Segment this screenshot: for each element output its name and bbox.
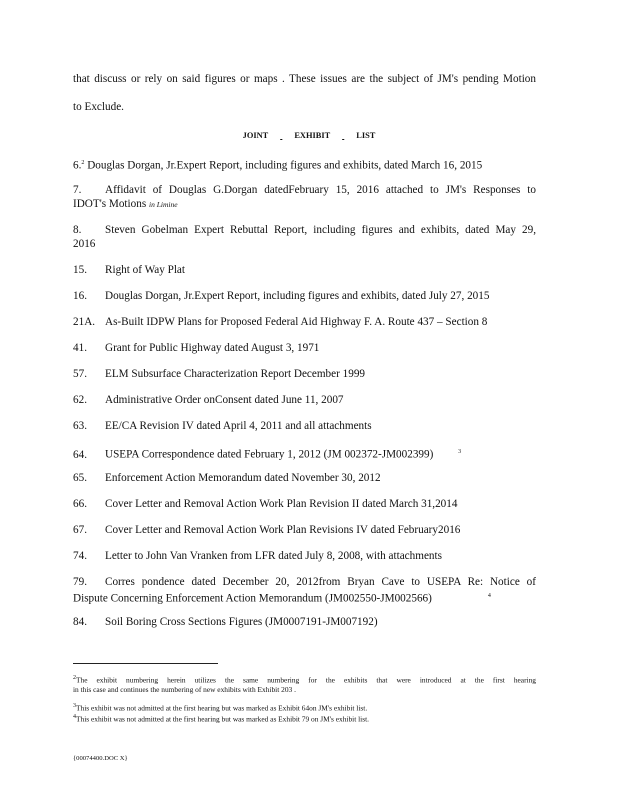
entry-number: 21A.: [73, 316, 96, 328]
exhibit-entry-7: [73, 183, 536, 212]
entry-text-line-2: Dispute Concerning Enforcement Action Memorandum (JM002550-JM002566): [73, 592, 432, 605]
intro-line-2: to Exclude.: [73, 101, 124, 113]
entry-text: Douglas Dorgan, Jr.Expert Report, including figures and exhibits, dated July 27, 2015: [105, 290, 490, 302]
entry-text: As-Built IDPW Plans for Proposed Federal Aid Highway F. A. Route 437 – Section 8: [105, 316, 488, 328]
entry-number: 67.: [73, 524, 87, 536]
exhibit-entry-6: [73, 156, 536, 173]
exhibit-entry-84: [73, 615, 536, 629]
entry-text-line-2: IDOT's Motions: [73, 198, 147, 210]
entry-text: Steven Gobelman Expert Rebuttal Report, including figures and exhibits, dated May 29,: [105, 224, 536, 236]
footnote-ref: 4: [487, 593, 491, 599]
exhibit-entry-66: [73, 497, 536, 511]
entry-number: 79.: [73, 576, 87, 588]
exhibit-entry-16: [73, 289, 536, 303]
entry-text: Affidavit of Douglas G.Dorgan datedFebruary 15, 2016 attached to JM's Responses to: [105, 184, 536, 196]
entry-italic: in Limine: [148, 200, 178, 209]
exhibit-entry-63: [73, 419, 536, 433]
entry-text: USEPA Correspondence dated February 1, 2012 (JM 002372-JM002399): [105, 448, 434, 461]
entry-text: Corres pondence dated December 20, 2012from Bryan Cave to USEPA Re: Notice of: [105, 576, 536, 588]
heading-word-3: LIST: [356, 131, 376, 140]
footnote-ref: 3: [458, 449, 462, 455]
entry-number: 6.: [73, 159, 82, 172]
footnote-mark: 3: [73, 703, 76, 709]
exhibit-entry-74: [73, 549, 536, 563]
entry-text: Administrative Order onConsent dated June 11, 2007: [105, 394, 344, 406]
entry-number: 84.: [73, 616, 87, 628]
entry-number: 62.: [73, 394, 87, 406]
entry-number: 65.: [73, 472, 87, 484]
exhibit-entry-15: [73, 263, 536, 277]
entry-text: Douglas Dorgan, Jr.Expert Report, including figures and exhibits, dated March 16, 2015: [87, 159, 483, 172]
exhibit-entry-57: [73, 367, 536, 381]
entry-text: EE/CA Revision IV dated April 4, 2011 and all attachments: [105, 420, 372, 432]
heading-word-1: JOINT: [242, 131, 269, 140]
footnote-2: [73, 673, 536, 695]
entry-number: 64.: [73, 448, 87, 461]
exhibit-entry-79: [73, 575, 536, 606]
entry-number: 66.: [73, 498, 87, 510]
joint-exhibit-list-heading: [0, 131, 618, 140]
exhibit-entry-62: [73, 393, 536, 407]
exhibit-entry-21a: [73, 315, 536, 329]
entry-text: Grant for Public Highway dated August 3, 1971: [105, 342, 320, 354]
document-footer-id: {00074400.DOC X}: [73, 755, 128, 762]
entry-number: 15.: [73, 264, 87, 276]
footnote-separator: [73, 663, 218, 664]
entry-text: Cover Letter and Removal Action Work Plan Revisions IV dated February2016: [105, 524, 461, 536]
exhibit-entry-67: [73, 523, 536, 537]
footnote-text: This exhibit was not admitted at the first hearing but was marked as Exhibit 79 on JM's exhibit list.: [76, 714, 370, 724]
entry-text-line-2: 2016: [73, 238, 96, 250]
footnote-mark: 4: [73, 714, 76, 720]
footnote-ref: 2: [81, 160, 85, 166]
entry-text: Letter to John Van Vranken from LFR dated July 8, 2008, with attachments: [105, 550, 442, 562]
exhibit-entry-41: [73, 341, 536, 355]
entry-text: ELM Subsurface Characterization Report December 1999: [105, 368, 366, 380]
entry-text: Soil Boring Cross Sections Figures (JM0007191-JM007192): [105, 616, 378, 628]
entry-number: 8.: [73, 224, 82, 236]
entry-number: 74.: [73, 550, 87, 562]
footnote-text: The exhibit numbering herein utilizes the same numbering for the exhibits that were introduced at the first hearing: [76, 675, 536, 685]
entry-number: 41.: [73, 342, 87, 354]
intro-line-1: that discuss or rely on said figures or maps . These issues are the subject of JM's pending Motion: [73, 73, 536, 85]
exhibit-entry-64: [73, 445, 536, 462]
entry-text: Cover Letter and Removal Action Work Plan Revision II dated March 31,2014: [105, 498, 458, 510]
footnote-text: This exhibit was not admitted at the first hearing but was marked as Exhibit 64on JM's exhibit list.: [76, 703, 368, 713]
entry-text: Enforcement Action Memorandum dated November 30, 2012: [105, 472, 381, 484]
entry-number: 63.: [73, 420, 87, 432]
footnote-mark: 2: [73, 675, 76, 681]
footnote-4: [73, 712, 536, 724]
entry-number: 16.: [73, 290, 87, 302]
entry-text: Right of Way Plat: [105, 264, 185, 276]
exhibit-entry-65: [73, 471, 536, 485]
heading-word-2: EXHIBIT: [294, 131, 331, 140]
entry-number: 7.: [73, 184, 82, 196]
footnote-text-line-2: in this case and continues the numbering of new exhibits with Exhibit 203 .: [73, 685, 296, 695]
exhibit-entry-8: [73, 223, 536, 251]
entry-number: 57.: [73, 368, 87, 380]
